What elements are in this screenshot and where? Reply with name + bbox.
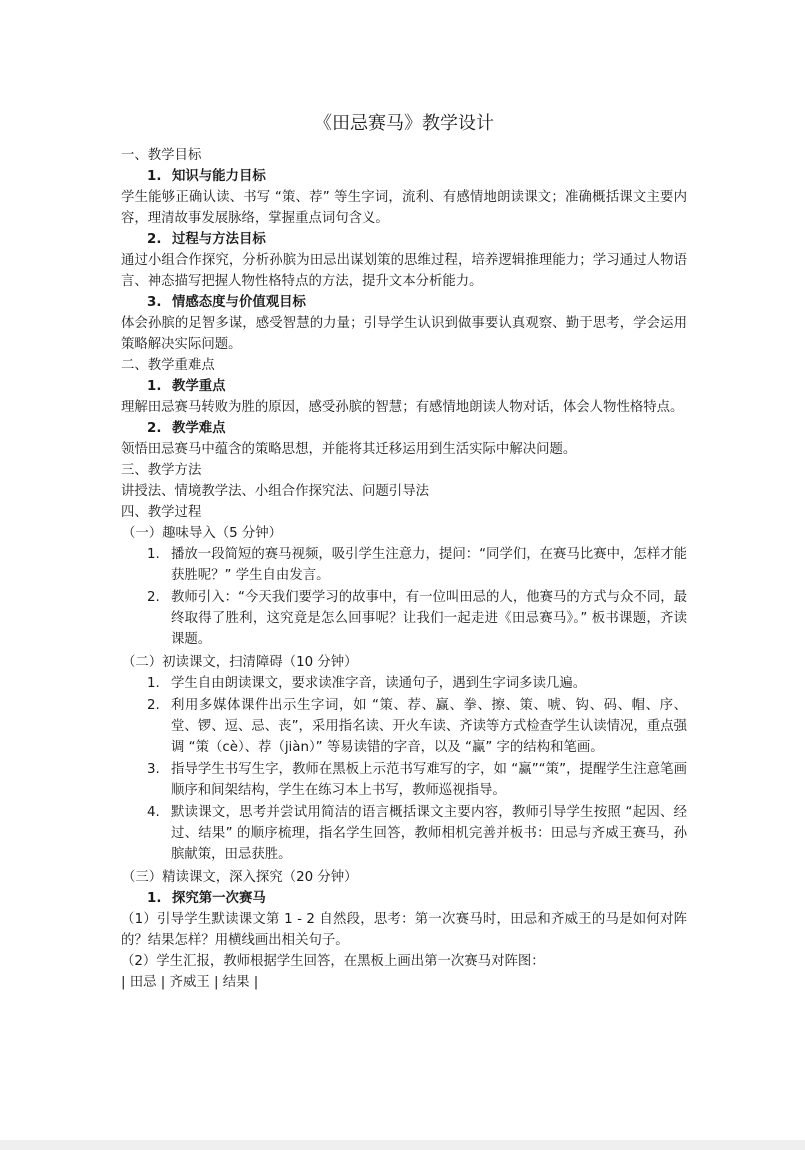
- phase-title-first-reading: （二）初读课文，扫清障碍（10 分钟）: [122, 655, 358, 670]
- list-item-text: 教师引入：“今天我们要学习的故事中，有一位叫田忌的人，他赛马的方式与众不同，最终取得了胜利，这究竟是怎么回事呢？让我们一起走进《田忌赛马》。” 板书课题，齐读课题。: [171, 590, 687, 647]
- difficulty-number: 2.: [147, 421, 162, 436]
- objective-heading-process: [121, 229, 687, 250]
- methods-text: 讲授法、情境教学法、小组合作探究法、问题引导法: [121, 484, 429, 499]
- list-item-number: 1.: [147, 547, 160, 562]
- objective-text-process: 通过小组合作探究，分析孙膑为田忌出谋划策的思维过程，培养逻辑推理能力；学习通过人物语言、神态描写把握人物性格特点的方法，提升文本分析能力。: [121, 253, 687, 289]
- list-item: [121, 802, 687, 865]
- subheading-title: 探究第一次赛马: [172, 891, 266, 906]
- difficulty-text: 领悟田忌赛马中蕴含的策略思想，并能将其迁移运用到生活实际中解决问题。: [121, 442, 577, 457]
- list-item-text: 指导学生书写生字，教师在黑板上示范书写难写的字，如 “赢”“策”，提醒学生注意笔画顺序和间架结构，学生在练习本上书写，教师巡视指导。: [171, 762, 687, 798]
- list-item-number: 4.: [147, 805, 160, 820]
- phase-title-intro: （一）趣味导入（5 分钟）: [122, 526, 283, 541]
- list-item: [121, 695, 687, 758]
- list-item: [121, 544, 687, 586]
- key-point-heading: [121, 376, 687, 397]
- objective-title: 情感态度与价值观目标: [172, 295, 306, 310]
- key-point-number: 1.: [147, 379, 162, 394]
- objective-number: 2.: [147, 232, 162, 247]
- section-heading-objectives: 一、教学目标: [121, 148, 202, 163]
- list-item-number: 3.: [147, 762, 160, 777]
- list-item-text: 默读课文，思考并尝试用简洁的语言概括课文主要内容，教师引导学生按照 “起因、经过、结果” 的顺序梳理，指名学生回答，教师相机完善并板书：田忌与齐威王赛马，孙膑献策，田忌获胜。: [171, 805, 687, 862]
- document-content: [121, 107, 687, 993]
- key-point-text: 理解田忌赛马转败为胜的原因，感受孙膑的智慧；有感情地朗读人物对话，体会人物性格特点。: [121, 400, 684, 415]
- phase-title-close-reading: （三）精读课文，深入探究（20 分钟）: [122, 870, 358, 885]
- phase-first-reading-list: [121, 673, 687, 865]
- list-item: [121, 673, 687, 694]
- objective-heading-values: [121, 292, 687, 313]
- subheading-number: 1.: [147, 891, 162, 906]
- objective-heading-knowledge: [121, 166, 687, 187]
- list-item: [121, 587, 687, 650]
- section-heading-key-points: 二、教学重难点: [121, 358, 215, 373]
- close-reading-subheading: [121, 888, 687, 909]
- objective-title: 知识与能力目标: [172, 169, 266, 184]
- objective-number: 1.: [147, 169, 162, 184]
- step-text-2: （2）学生汇报，教师根据学生回答，在黑板上画出第一次赛马对阵图：: [121, 954, 545, 969]
- list-item-text: 学生自由朗读课文，要求读准字音，读通句子，遇到生字词多读几遍。: [171, 676, 587, 691]
- document-title: 《田忌赛马》教学设计: [314, 113, 494, 134]
- objective-title: 过程与方法目标: [172, 232, 266, 247]
- objective-text-values: 体会孙膑的足智多谋，感受智慧的力量；引导学生认识到做事要认真观察、勤于思考，学会运用策略解决实际问题。: [121, 316, 687, 352]
- list-item-number: 2.: [147, 698, 160, 713]
- difficulty-title: 教学难点: [172, 421, 226, 436]
- list-item-text: 利用多媒体课件出示生字词，如 “策、荐、赢、拳、擦、策、唬、钩、码、帽、序、堂、锣、逗、忌、丧”，采用指名读、开火车读、齐读等方式检查学生认读情况，重点强调 “策（cè）、荐（jiàn）” 等易读错的字音，以及 “赢” 字的结构和笔画。: [171, 698, 687, 755]
- objective-number: 3.: [147, 295, 162, 310]
- objective-text-knowledge: 学生能够正确认读、书写 “策、荐” 等生字词，流利、有感情地朗读课文；准确概括课文主要内容，理清故事发展脉络，掌握重点词句含义。: [121, 190, 687, 226]
- section-heading-process: 四、教学过程: [121, 505, 202, 520]
- section-heading-methods: 三、教学方法: [121, 463, 202, 478]
- list-item-number: 1.: [147, 676, 160, 691]
- list-item: [121, 759, 687, 801]
- key-point-title: 教学重点: [172, 379, 226, 394]
- phase-intro-list: [121, 544, 687, 650]
- race-table-header: | 田忌 | 齐威王 | 结果 |: [121, 975, 259, 990]
- list-item-number: 2.: [147, 590, 160, 605]
- page-bottom-shade: [0, 1140, 805, 1150]
- difficulty-heading: [121, 418, 687, 439]
- step-text-1: （1）引导学生默读课文第 1 - 2 自然段，思考：第一次赛马时，田忌和齐威王的马是如何对阵的？结果怎样？用横线画出相关句子。: [121, 912, 687, 948]
- list-item-text: 播放一段简短的赛马视频，吸引学生注意力，提问：“同学们，在赛马比赛中，怎样才能获胜呢？” 学生自由发言。: [171, 547, 687, 583]
